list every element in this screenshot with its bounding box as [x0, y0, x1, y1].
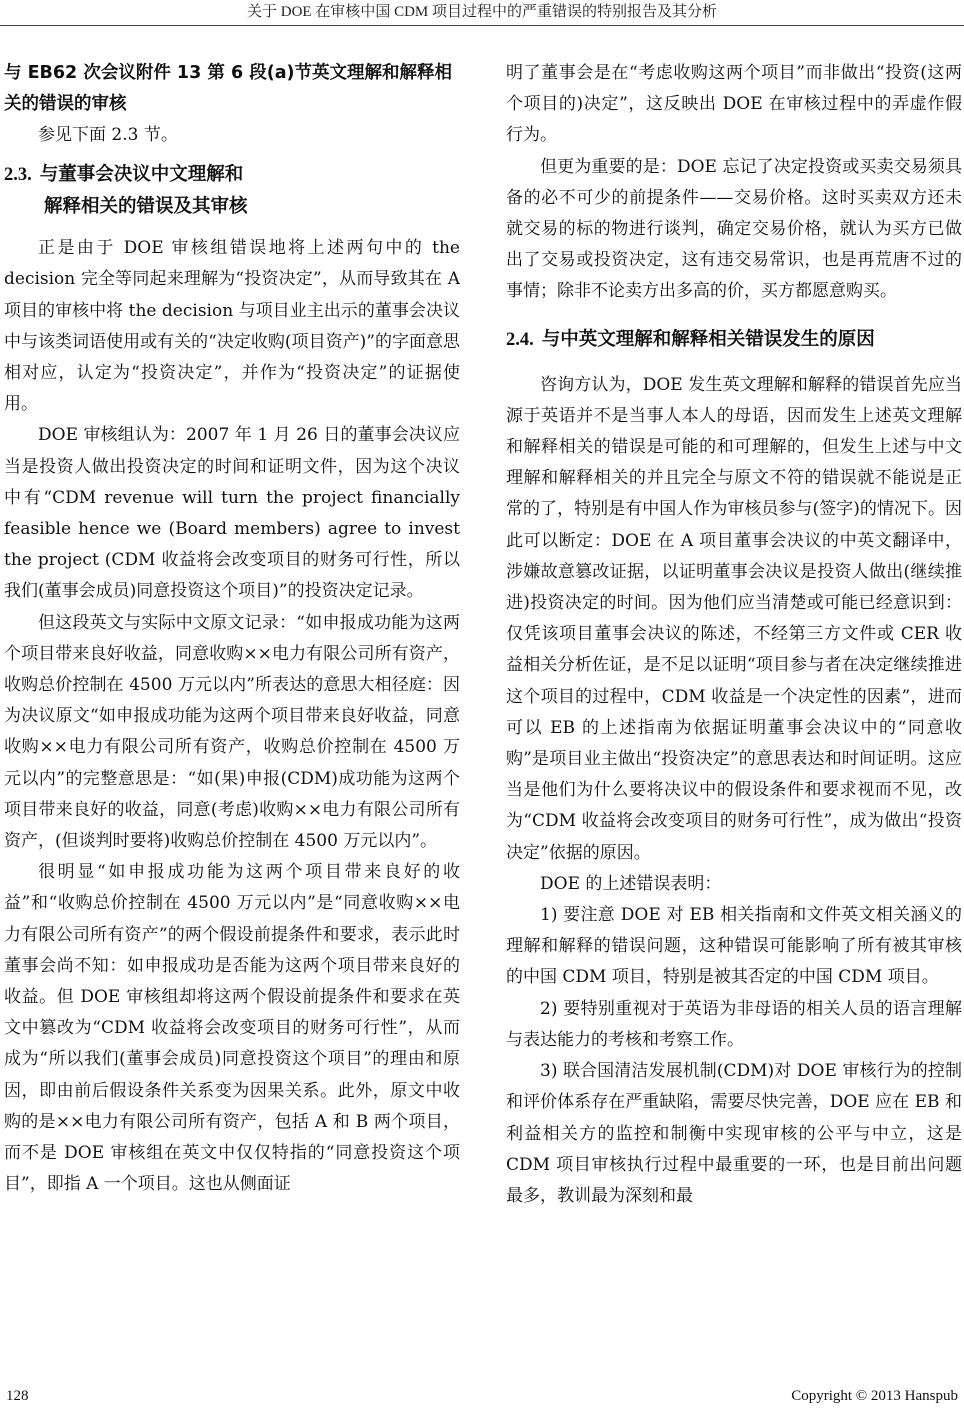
section-title-line1: 与董事会决议中文理解和 [39, 164, 244, 186]
paragraph: DOE 的上述错误表明： [540, 873, 722, 894]
section-2-4-heading [506, 324, 962, 356]
section-number: 2.4. [506, 329, 534, 350]
section-number: 2.3. [4, 165, 32, 186]
list-item: 1) 要注意 DOE 对 EB 相关指南和文件英文相关涵义的理解和解释的错误问题，这种错误可能影响了所有被其审核的中国 CDM 项目，特别是被其否定的中国 CDM 项目。 [506, 905, 962, 988]
page-footer [0, 1384, 964, 1408]
subsection-heading: 与 EB62 次会议附件 13 第 6 段(a)节英文理解和解释相关的错误的审核 [4, 63, 453, 114]
paragraph: 但这段英文与实际中文原文记录：“如申报成功能为这两个项目带来良好收益，同意收购××电力有限公司所有资产，收购总价控制在 4500 万元以内”所表达的意思大相径庭：因为决议原文“如申报成功能为这两个项目带来良好收益，同意收购××电力有限公司所有资产，收购总价控制在 4500 万元以内”的完整意思是：“如(果)申报(CDM)成功能为这两个项目带来良好的收益，同意(考虑)收购××电力有限公司所有资产，(但谈判时要将)收购总价控制在 4500 万元以内”。 [4, 612, 460, 852]
left-column [4, 58, 460, 1370]
section-title: 与中英文理解和解释相关错误发生的原因 [541, 328, 875, 350]
paragraph: 很明显“如申报成功能为这两个项目带来良好的收益”和“收购总价控制在 4500 万元以内”是“同意收购××电力有限公司所有资产”的两个假设前提条件和要求，表示此时董事会尚不知：如申报成功是否能为这两个项目带来良好的收益。但 DOE 审核组却将这两个假设前提条件和要求在英文中篡改为“CDM 收益将会改变项目的财务可行性”，从而成为“所以我们(董事会成员)同意投资这个项目”的理由和原因，即由前后假设条件关系变为因果关系。此外，原文中收购的是××电力有限公司所有资产，包括 A 和 B 两个项目，而不是 DOE 审核组在英文中仅仅特指的“同意投资这个项目”，即指 A 一个项目。这也从侧面证 [4, 862, 460, 1195]
running-header: 关于 DOE 在审核中国 CDM 项目过程中的严重错误的特别报告及其分析 [246, 4, 717, 20]
right-column [506, 58, 962, 1370]
list-item: 3) 联合国清洁发展机制(CDM)对 DOE 审核行为的控制和评价体系存在严重缺陷，需要尽快完善，DOE 应在 EB 和利益相关方的监控和制衡中实现审核的公平与中立，这是 CDM 项目审核执行过程中最重要的一环，也是目前出问题最多，教训最为深刻和最 [506, 1061, 962, 1206]
section-2-3-heading [4, 159, 460, 223]
paragraph: 但更为重要的是：DOE 忘记了决定投资或买卖交易须具备的必不可少的前提条件——交易价格。这时买卖双方还未就交易的标的物进行谈判，确定交易价格，就认为买方已做出了交易或投资决定，这有违交易常识，也是再荒唐不过的事情；除非不论卖方出多高的价，买方都愿意购买。 [506, 156, 962, 302]
paragraph: DOE 审核组认为：2007 年 1 月 26 日的董事会决议应当是投资人做出投资决定的时间和证明文件，因为这个决议中有“CDM revenue will turn the project financially feasible hence we (Board members) agree to invest the project (CDM 收益将会改变项目的财务可行性，所以我们(董事会成员)同意投资这个项目)”的投资决定记录。 [4, 425, 460, 602]
copyright-notice: Copyright © 2013 Hanspub [791, 1388, 958, 1404]
see-below-note: 参见下面 2.3 节。 [38, 125, 178, 145]
section-title-line2: 解释相关的错误及其审核 [44, 196, 248, 218]
paragraph: 明了董事会是在“考虑收购这两个项目”而非做出“投资(这两个项目的)决定”，这反映出 DOE 在审核过程中的弄虚作假行为。 [506, 63, 962, 146]
paragraph: 正是由于 DOE 审核组错误地将上述两句中的 the decision 完全等同起来理解为“投资决定”，从而导致其在 A 项目的审核中将 the decision 与项目业主出示的董事会决议中与该类词语使用或有关的“决定收购(项目资产)”的字面意思相对应，认定为“投资决定”，并作为“投资决定”的证据使用。 [4, 238, 460, 415]
page-number: 128 [6, 1388, 29, 1404]
paragraph: 咨询方认为，DOE 发生英文理解和解释的错误首先应当源于英语并不是当事人本人的母语，因而发生上述英文理解和解释相关的错误是可能的和可理解的，但发生上述与中文理解和解释相关的并且完全与原文不符的错误就不能说是正常的了，特别是有中国人作为审核员参与(签字)的情况下。因此可以断定：DOE 在 A 项目董事会决议的中英文翻译中，涉嫌故意篡改证据，以证明董事会决议是投资人做出(继续推进)投资决定的时间。因为他们应当清楚或可能已经意识到：仅凭该项目董事会决议的陈述，不经第三方文件或 CER 收益相关分析佐证，是不足以证明“项目参与者在决定继续推进这个项目的过程中，CDM 收益是一个决定性的因素”，进而可以 EB 的上述指南为依据证明董事会决议中的“同意收购”是项目业主做出“投资决定”的意思表达和时间证明。这应当是他们为什么要将决议中的假设条件和要求视而不见，改为“CDM 收益将会改变项目的财务可行性”，成为做出“投资决定”依据的原因。 [506, 374, 962, 863]
list-item: 2) 要特别重视对于英语为非母语的相关人员的语言理解与表达能力的考核和考察工作。 [506, 998, 962, 1050]
header-rule [0, 25, 964, 26]
